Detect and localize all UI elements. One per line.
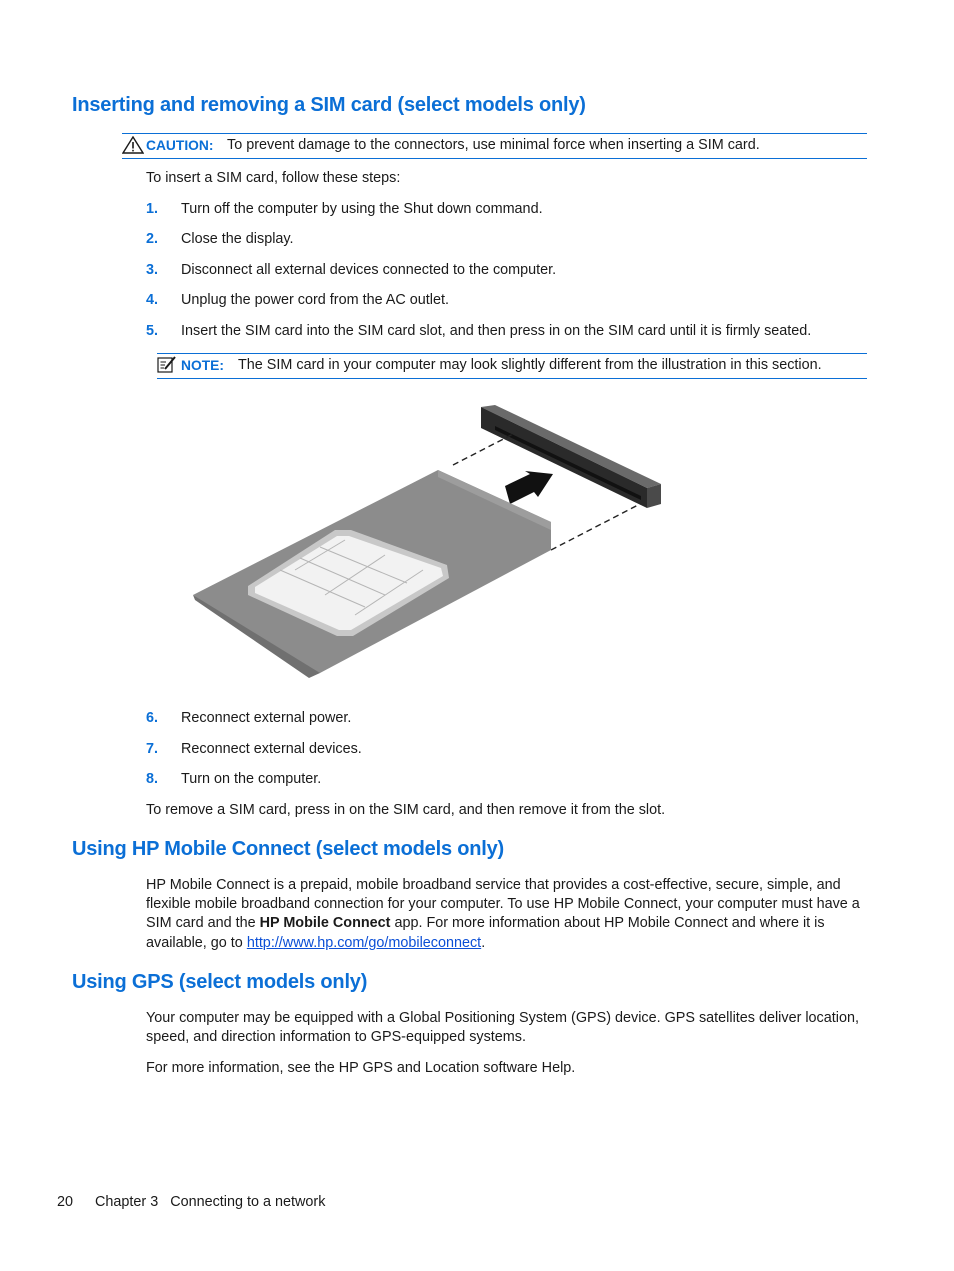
- step-number: 5.: [146, 323, 159, 339]
- warning-triangle-icon: [122, 136, 144, 159]
- chapter-title: Chapter 3 Connecting to a network: [95, 1194, 326, 1210]
- mobile-connect-text-b: app. For more information about HP Mobile Connect and where it is available, go to: [146, 915, 825, 951]
- step-text: Reconnect external devices.: [181, 741, 362, 757]
- step-number: 1.: [146, 201, 159, 217]
- step-number: 4.: [146, 292, 159, 308]
- section-heading-gps: Using GPS (select models only): [72, 971, 368, 993]
- gps-paragraph-2: For more information, see the HP GPS and Location software Help.: [146, 1060, 576, 1076]
- step-number: 3.: [146, 262, 159, 278]
- step-text: Insert the SIM card into the SIM card slot, and then press in on the SIM card until it is firmly seated.: [181, 323, 812, 339]
- note-text: The SIM card in your computer may look slightly different from the illustration in this section.: [238, 357, 822, 373]
- note-box: [157, 353, 867, 379]
- mobile-connect-paragraph: [146, 876, 870, 953]
- step-number: 6.: [146, 710, 159, 726]
- caution-label: CAUTION:: [146, 138, 214, 153]
- note-pad-icon: [157, 356, 177, 379]
- step-text: Unplug the power cord from the AC outlet.: [181, 292, 449, 308]
- insert-intro: To insert a SIM card, follow these steps:: [146, 170, 401, 186]
- step-text: Disconnect all external devices connected to the computer.: [181, 262, 557, 278]
- caution-text: To prevent damage to the connectors, use minimal force when inserting a SIM card.: [227, 137, 760, 153]
- section-heading-sim: Inserting and removing a SIM card (select models only): [72, 94, 586, 116]
- caution-box: [122, 133, 867, 159]
- step-text: Turn off the computer by using the Shut down command.: [181, 201, 543, 217]
- mobile-connect-text-c: .: [481, 934, 486, 951]
- mobile-connect-app-name: HP Mobile Connect: [259, 915, 391, 932]
- gps-text-1: Your computer may be equipped with a Global Positioning System (GPS) device. GPS satellites deliver location, speed, and direction information to GPS-equipped systems.: [146, 1010, 859, 1046]
- mobile-connect-link[interactable]: http://www.hp.com/go/mobileconnect: [246, 934, 482, 951]
- step-text: Turn on the computer.: [181, 771, 322, 787]
- section-heading-mobile-connect: Using HP Mobile Connect (select models only): [72, 838, 505, 860]
- note-label: NOTE:: [181, 358, 224, 373]
- gps-paragraph-1: [146, 1009, 870, 1047]
- step-number: 2.: [146, 231, 159, 247]
- step-text: Reconnect external power.: [181, 710, 352, 726]
- step-number: 8.: [146, 771, 159, 787]
- mobile-connect-text-a: HP Mobile Connect is a prepaid, mobile broadband service that provides a cost-effective, secure, simple, and flexible mobile broadband connection for your computer. To use HP Mobile Connect, your computer must have a SIM card and the: [146, 877, 860, 932]
- remove-instructions: To remove a SIM card, press in on the SIM card, and then remove it from the slot.: [146, 802, 666, 818]
- step-number: 7.: [146, 741, 159, 757]
- sim-card-illustration: [185, 400, 670, 685]
- step-text: Close the display.: [181, 231, 294, 247]
- page-number: 20: [57, 1194, 74, 1210]
